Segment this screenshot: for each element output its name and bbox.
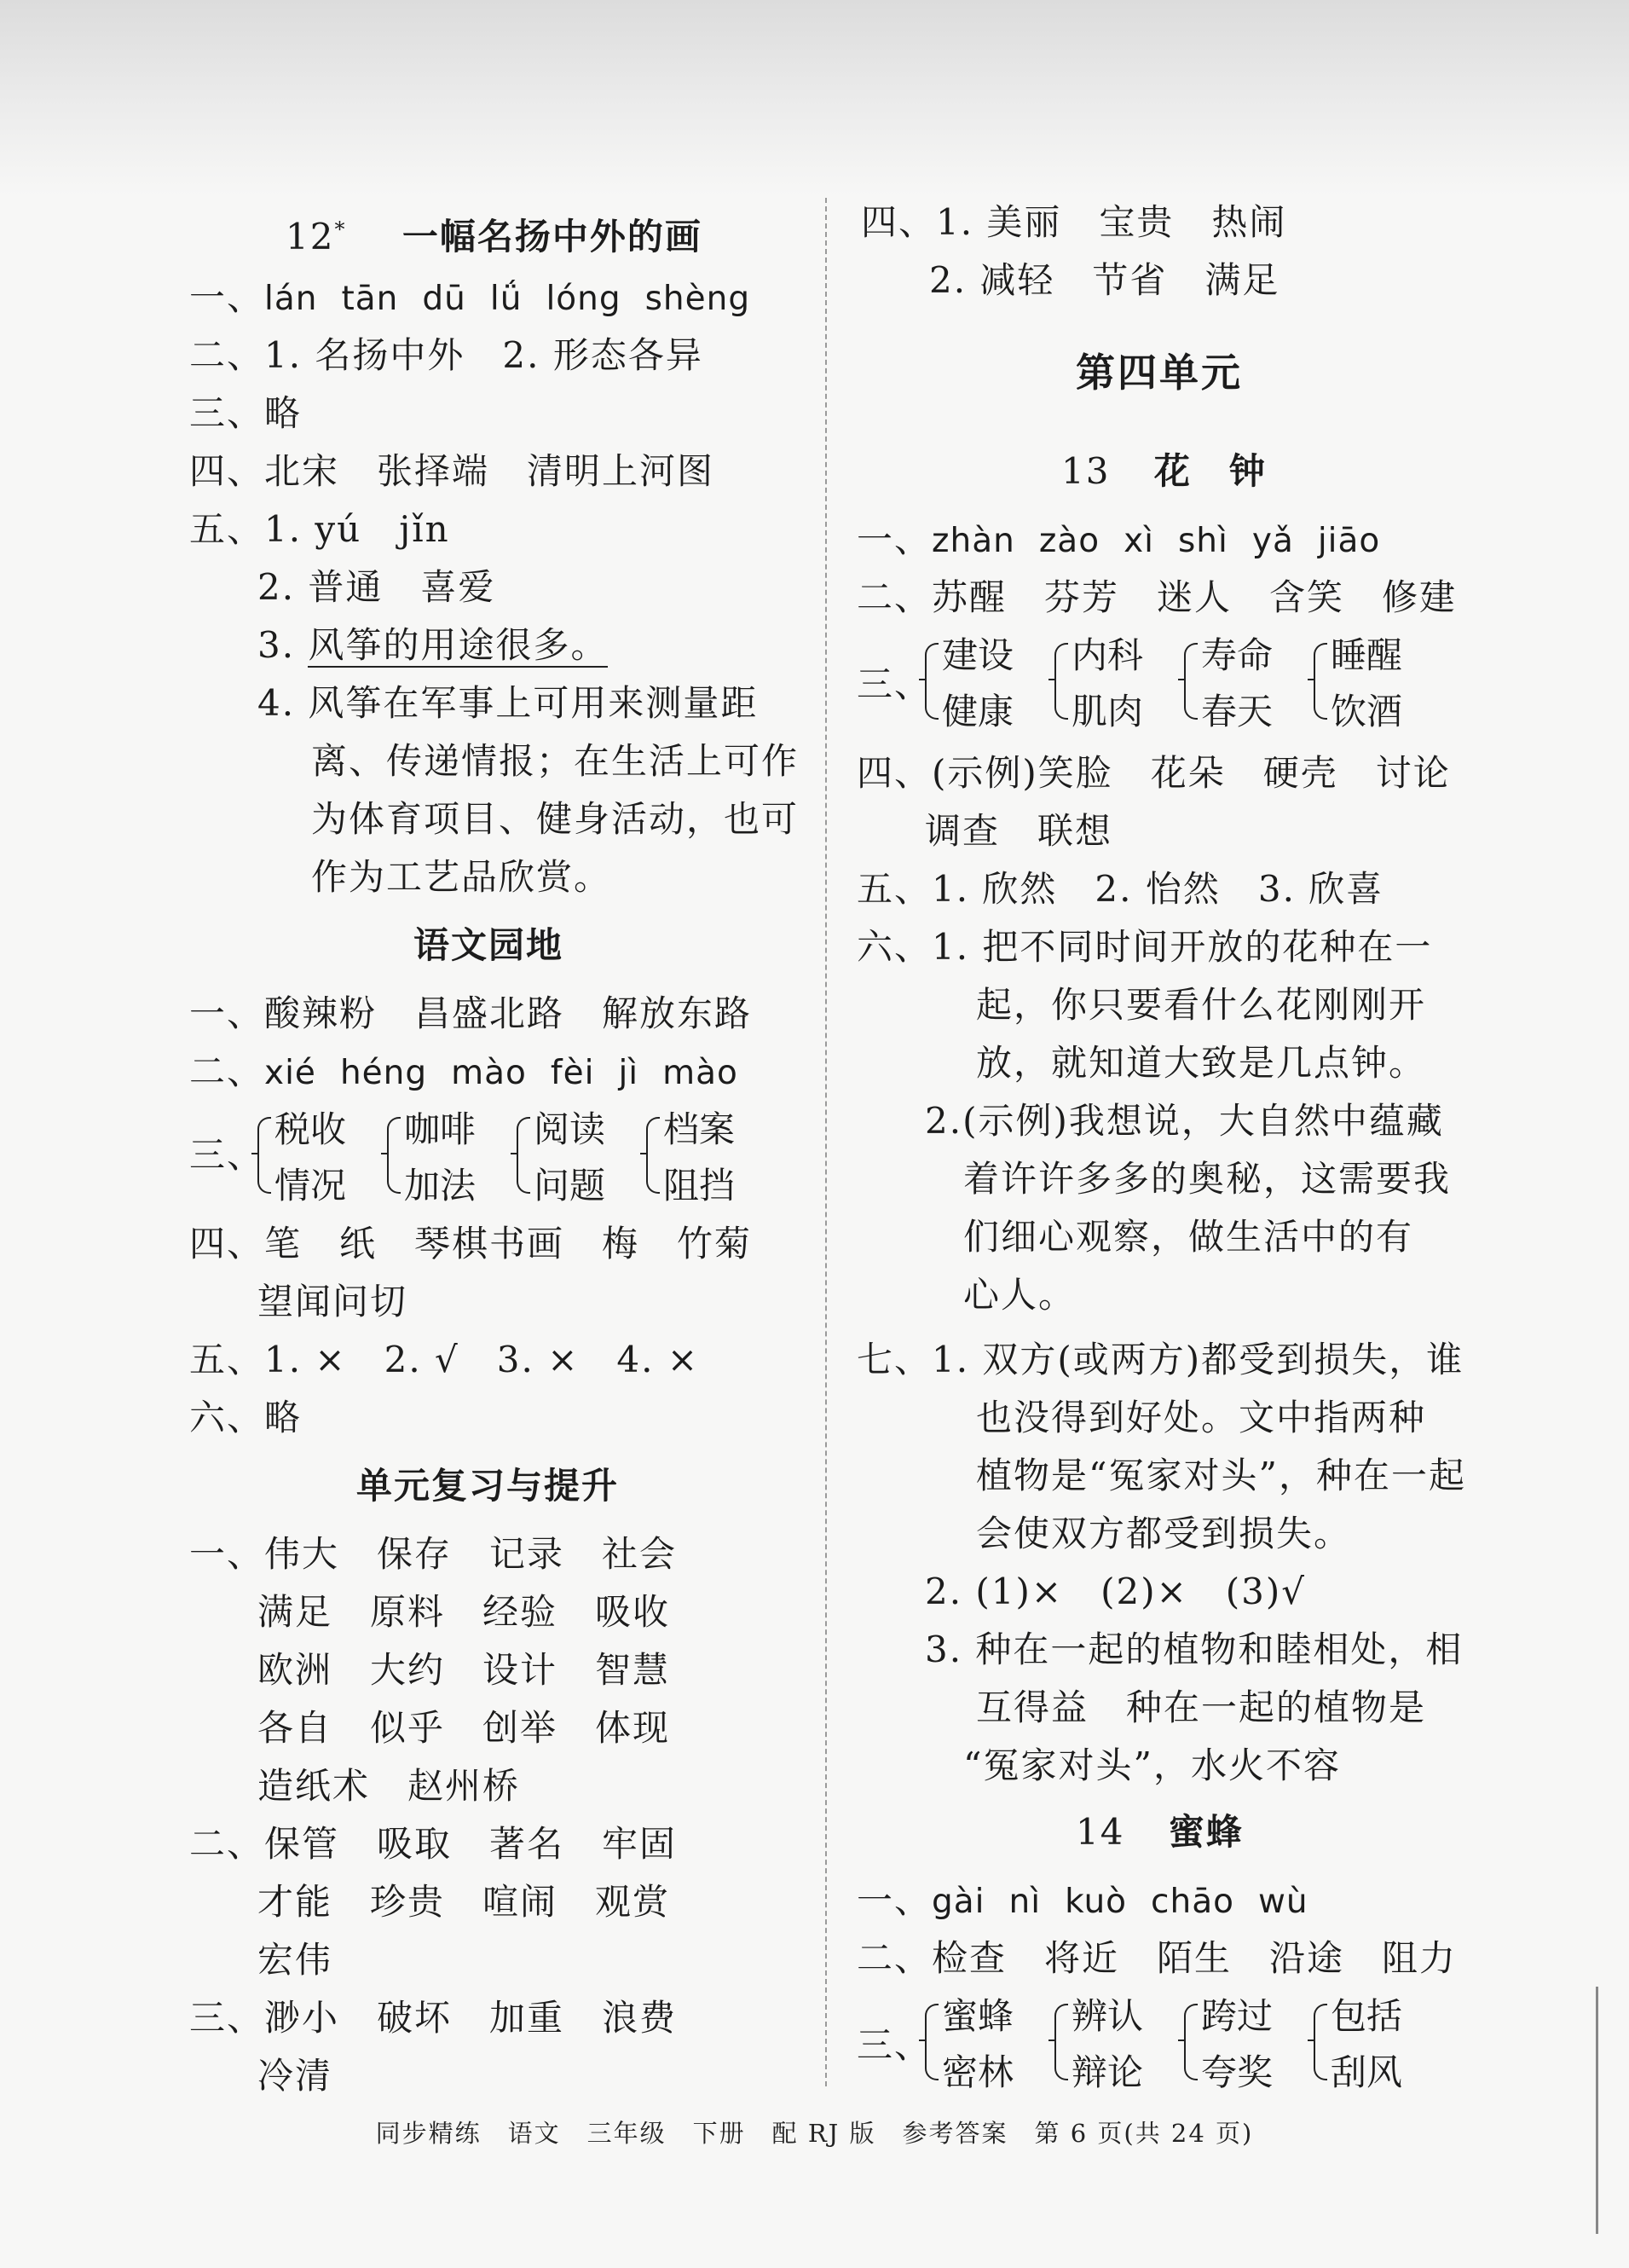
pinyin-syllable: xié <box>264 1054 316 1092</box>
pinyin-syllable: zhàn <box>932 522 1015 560</box>
word-pair-item: 睡醒 <box>1331 634 1403 676</box>
q-label: 三、 <box>857 663 933 705</box>
answer-l12-q4: 四、北宋 张择端 清明上河图 <box>189 450 715 492</box>
pinyin-syllable: nì <box>1008 1883 1042 1921</box>
answer-line: 各自 似乎 创举 体现 <box>257 1707 671 1749</box>
lesson13-heading <box>1061 447 1267 496</box>
pinyin-syllable: kuò <box>1065 1883 1128 1921</box>
answer-line: 望闻问切 <box>257 1281 408 1322</box>
answer-l14-q1 <box>857 1876 1332 1927</box>
brace-mark <box>1314 2004 1327 2080</box>
brace-mark <box>387 1117 401 1194</box>
pinyin-list <box>264 1054 762 1092</box>
pinyin-syllable: shì <box>1177 522 1228 560</box>
answer-line: 冷清 <box>257 2055 333 2097</box>
answer-l12-q3: 三、略 <box>189 392 303 434</box>
answer-line: 着许许多多的奥秘，这需要我 <box>963 1158 1452 1200</box>
pinyin-list <box>932 522 1404 560</box>
answer-l12-q1 <box>189 273 774 324</box>
answer-line: 们细心观察，做生活中的有 <box>963 1216 1414 1258</box>
lesson-number: 13 <box>1061 450 1111 492</box>
pinyin-syllable: dū <box>422 280 466 318</box>
lesson-title: 一幅名扬中外的画 <box>401 216 702 257</box>
lesson-number: 12 <box>286 216 335 257</box>
answer-line: 2. (1)× (2)× (3)√ <box>925 1571 1307 1612</box>
answer-line: 作为工艺品欣赏。 <box>311 856 612 898</box>
pinyin-syllable: zào <box>1038 522 1100 560</box>
pinyin-syllable: chāo <box>1151 1883 1234 1921</box>
pinyin-syllable: fèi <box>550 1054 595 1092</box>
answer-line: 欧洲 大约 设计 智慧 <box>257 1649 671 1691</box>
word-pair-item: 密林 <box>942 2051 1014 2093</box>
answer-l12-q5-3 <box>257 621 608 670</box>
pinyin-syllable: shèng <box>644 280 751 318</box>
word-pair-item: 包括 <box>1331 1995 1403 2037</box>
brace-mark <box>1184 2004 1198 2080</box>
pinyin-syllable: lǘ <box>489 280 523 318</box>
answer-line: 才能 珍贵 喧闹 观赏 <box>257 1881 671 1923</box>
column-divider <box>825 198 827 2086</box>
answer-l14-q2: 二、检查 将近 陌生 沿途 阻力 <box>857 1937 1458 1979</box>
word-pair-item: 税收 <box>274 1108 347 1150</box>
brace-mark <box>1054 2004 1068 2080</box>
answer-l13-q5: 五、1. 欣然 2. 怡然 3. 欣喜 <box>857 868 1384 910</box>
lesson14-heading <box>1076 1808 1244 1857</box>
brace-mark <box>925 643 939 720</box>
brace-mark <box>257 1117 271 1194</box>
pinyin-syllable: lán <box>264 280 318 318</box>
q-label: 三、 <box>857 2024 933 2066</box>
answer-prev-q4: 四、1. 美丽 宝贵 热闹 <box>861 201 1287 243</box>
answer-l13-q6: 六、1. 把不同时间开放的花种在一 <box>857 926 1433 968</box>
brace-mark <box>1314 643 1327 720</box>
answer-line: 调查 联想 <box>925 810 1113 852</box>
answer-l13-q2: 二、苏醒 芬芳 迷人 含笑 修建 <box>857 576 1458 618</box>
answer-l13-q7: 七、1. 双方(或两方)都受到损失，谁 <box>857 1339 1464 1380</box>
answer-rv-q3: 三、渺小 破坏 加重 浪费 <box>189 1997 678 2039</box>
underlined-answer: 风筝的用途很多。 <box>308 624 609 666</box>
word-pair-item: 春天 <box>1201 691 1274 732</box>
word-pair-item: 咖啡 <box>404 1108 477 1150</box>
answer-yw-q6: 六、略 <box>189 1397 303 1438</box>
q-label: 一、 <box>857 518 933 560</box>
word-pair-item: 跨过 <box>1201 1995 1274 2037</box>
pinyin-list <box>264 280 774 318</box>
answer-yw-q5: 五、1. × 2. √ 3. × 4. × <box>189 1339 700 1380</box>
scan-edge-mark <box>1596 1987 1598 2234</box>
item-number: 3. <box>257 624 309 666</box>
lesson-number: 14 <box>1076 1811 1125 1853</box>
pinyin-syllable: tān <box>341 280 399 318</box>
pinyin-syllable: xì <box>1124 522 1154 560</box>
word-pair-item: 阻挡 <box>663 1165 736 1206</box>
word-pair-item: 寿命 <box>1201 634 1274 676</box>
answer-line: 为体育项目、健身活动，也可 <box>311 798 800 840</box>
pinyin-syllable: héng <box>339 1054 428 1092</box>
answer-l12-q2: 二、1. 名扬中外 2. 形态各异 <box>189 334 703 376</box>
answer-l13-q1 <box>857 515 1404 566</box>
answer-line: 也没得到好处。文中指两种 <box>976 1397 1427 1438</box>
word-pair-item: 阅读 <box>534 1108 606 1150</box>
answer-l12-q5-2: 2. 普通 喜爱 <box>257 566 496 608</box>
word-pair-item: 健康 <box>942 691 1014 732</box>
answer-line: 放，就知道大致是几点钟。 <box>976 1042 1427 1084</box>
answer-line: 造纸术 赵州桥 <box>257 1765 521 1807</box>
pinyin-syllable: jì <box>618 1054 639 1092</box>
brace-mark <box>925 2004 939 2080</box>
q-label: 一、 <box>857 1879 933 1921</box>
word-pair-item: 辩论 <box>1072 2051 1144 2093</box>
q-label: 二、 <box>189 1050 265 1092</box>
pinyin-list <box>932 1883 1332 1921</box>
answer-rv-q1: 一、伟大 保存 记录 社会 <box>189 1533 678 1575</box>
answer-yw-q2 <box>189 1047 762 1098</box>
scan-shadow <box>0 0 1629 196</box>
answer-line: 4. 风筝在军事上可用来测量距 <box>257 682 759 724</box>
answer-line: 心人。 <box>963 1274 1077 1316</box>
pinyin-syllable: jiāo <box>1317 522 1381 560</box>
answer-rv-q2: 二、保管 吸取 著名 牢固 <box>189 1823 678 1865</box>
answer-line: 互得益 种在一起的植物是 <box>976 1687 1427 1728</box>
lesson-title: 蜜蜂 <box>1168 1811 1244 1853</box>
q-label: 一、 <box>189 276 265 318</box>
word-pair-item: 内科 <box>1072 634 1144 676</box>
pinyin-syllable: yǎ <box>1251 522 1294 560</box>
section-title: 语文园地 <box>413 924 564 966</box>
word-pair-item: 建设 <box>942 634 1014 676</box>
brace-mark <box>1054 643 1068 720</box>
word-pair-item: 蜜蜂 <box>942 1995 1014 2037</box>
pinyin-syllable: lóng <box>546 280 621 318</box>
answer-yw-q1: 一、酸辣粉 昌盛北路 解放东路 <box>189 992 753 1034</box>
section-title: 单元复习与提升 <box>356 1465 620 1507</box>
word-pair-item: 刮风 <box>1331 2051 1403 2093</box>
answer-line: 2.(示例)我想说，大自然中蕴藏 <box>925 1100 1444 1142</box>
answer-l12-q5-1: 五、1. yú jǐn <box>189 508 450 550</box>
word-pair-item: 辨认 <box>1072 1995 1144 2037</box>
word-pair-item: 加法 <box>404 1165 477 1206</box>
answer-line: 3. 种在一起的植物和睦相处，相 <box>925 1629 1464 1670</box>
answer-line: 2. 减轻 节省 满足 <box>929 259 1280 301</box>
answer-line: 宏伟 <box>257 1939 333 1981</box>
answer-yw-q4: 四、笔 纸 琴棋书画 梅 竹菊 <box>189 1223 753 1264</box>
word-pair-item: 肌肉 <box>1072 691 1144 732</box>
answer-line: 会使双方都受到损失。 <box>976 1513 1352 1554</box>
lesson-star: * <box>334 217 347 241</box>
answer-line: 满足 原料 经验 吸收 <box>257 1591 671 1633</box>
q-label: 三、 <box>189 1134 265 1176</box>
brace-mark <box>646 1117 660 1194</box>
pinyin-syllable: mào <box>662 1054 738 1092</box>
word-pair-item: 饮酒 <box>1331 691 1403 732</box>
word-pair-item: 夸奖 <box>1201 2051 1274 2093</box>
lesson-title: 花 钟 <box>1153 450 1267 492</box>
pinyin-syllable: wù <box>1257 1883 1308 1921</box>
answer-l13-q4: 四、(示例)笑脸 花朵 硬壳 讨论 <box>857 752 1451 794</box>
answer-line: 植物是“冤家对头”，种在一起 <box>976 1455 1466 1496</box>
answer-line: “冤家对头”，水火不容 <box>963 1744 1341 1786</box>
answer-line: 离、传递情报；在生活上可作 <box>311 740 800 782</box>
pinyin-syllable: gài <box>932 1883 985 1921</box>
pinyin-syllable: mào <box>451 1054 527 1092</box>
brace-mark <box>517 1117 530 1194</box>
brace-mark <box>1184 643 1198 720</box>
answer-line: 起，你只要看什么花刚刚开 <box>976 984 1427 1026</box>
unit-title: 第四单元 <box>1076 350 1243 396</box>
word-pair-item: 档案 <box>663 1108 736 1150</box>
page-footer: 同步精练 语文 三年级 下册 配 RJ 版 参考答案 第 6 页(共 24 页) <box>375 2119 1254 2148</box>
word-pair-item: 情况 <box>274 1165 347 1206</box>
word-pair-item: 问题 <box>534 1165 606 1206</box>
lesson12-heading <box>286 205 702 262</box>
